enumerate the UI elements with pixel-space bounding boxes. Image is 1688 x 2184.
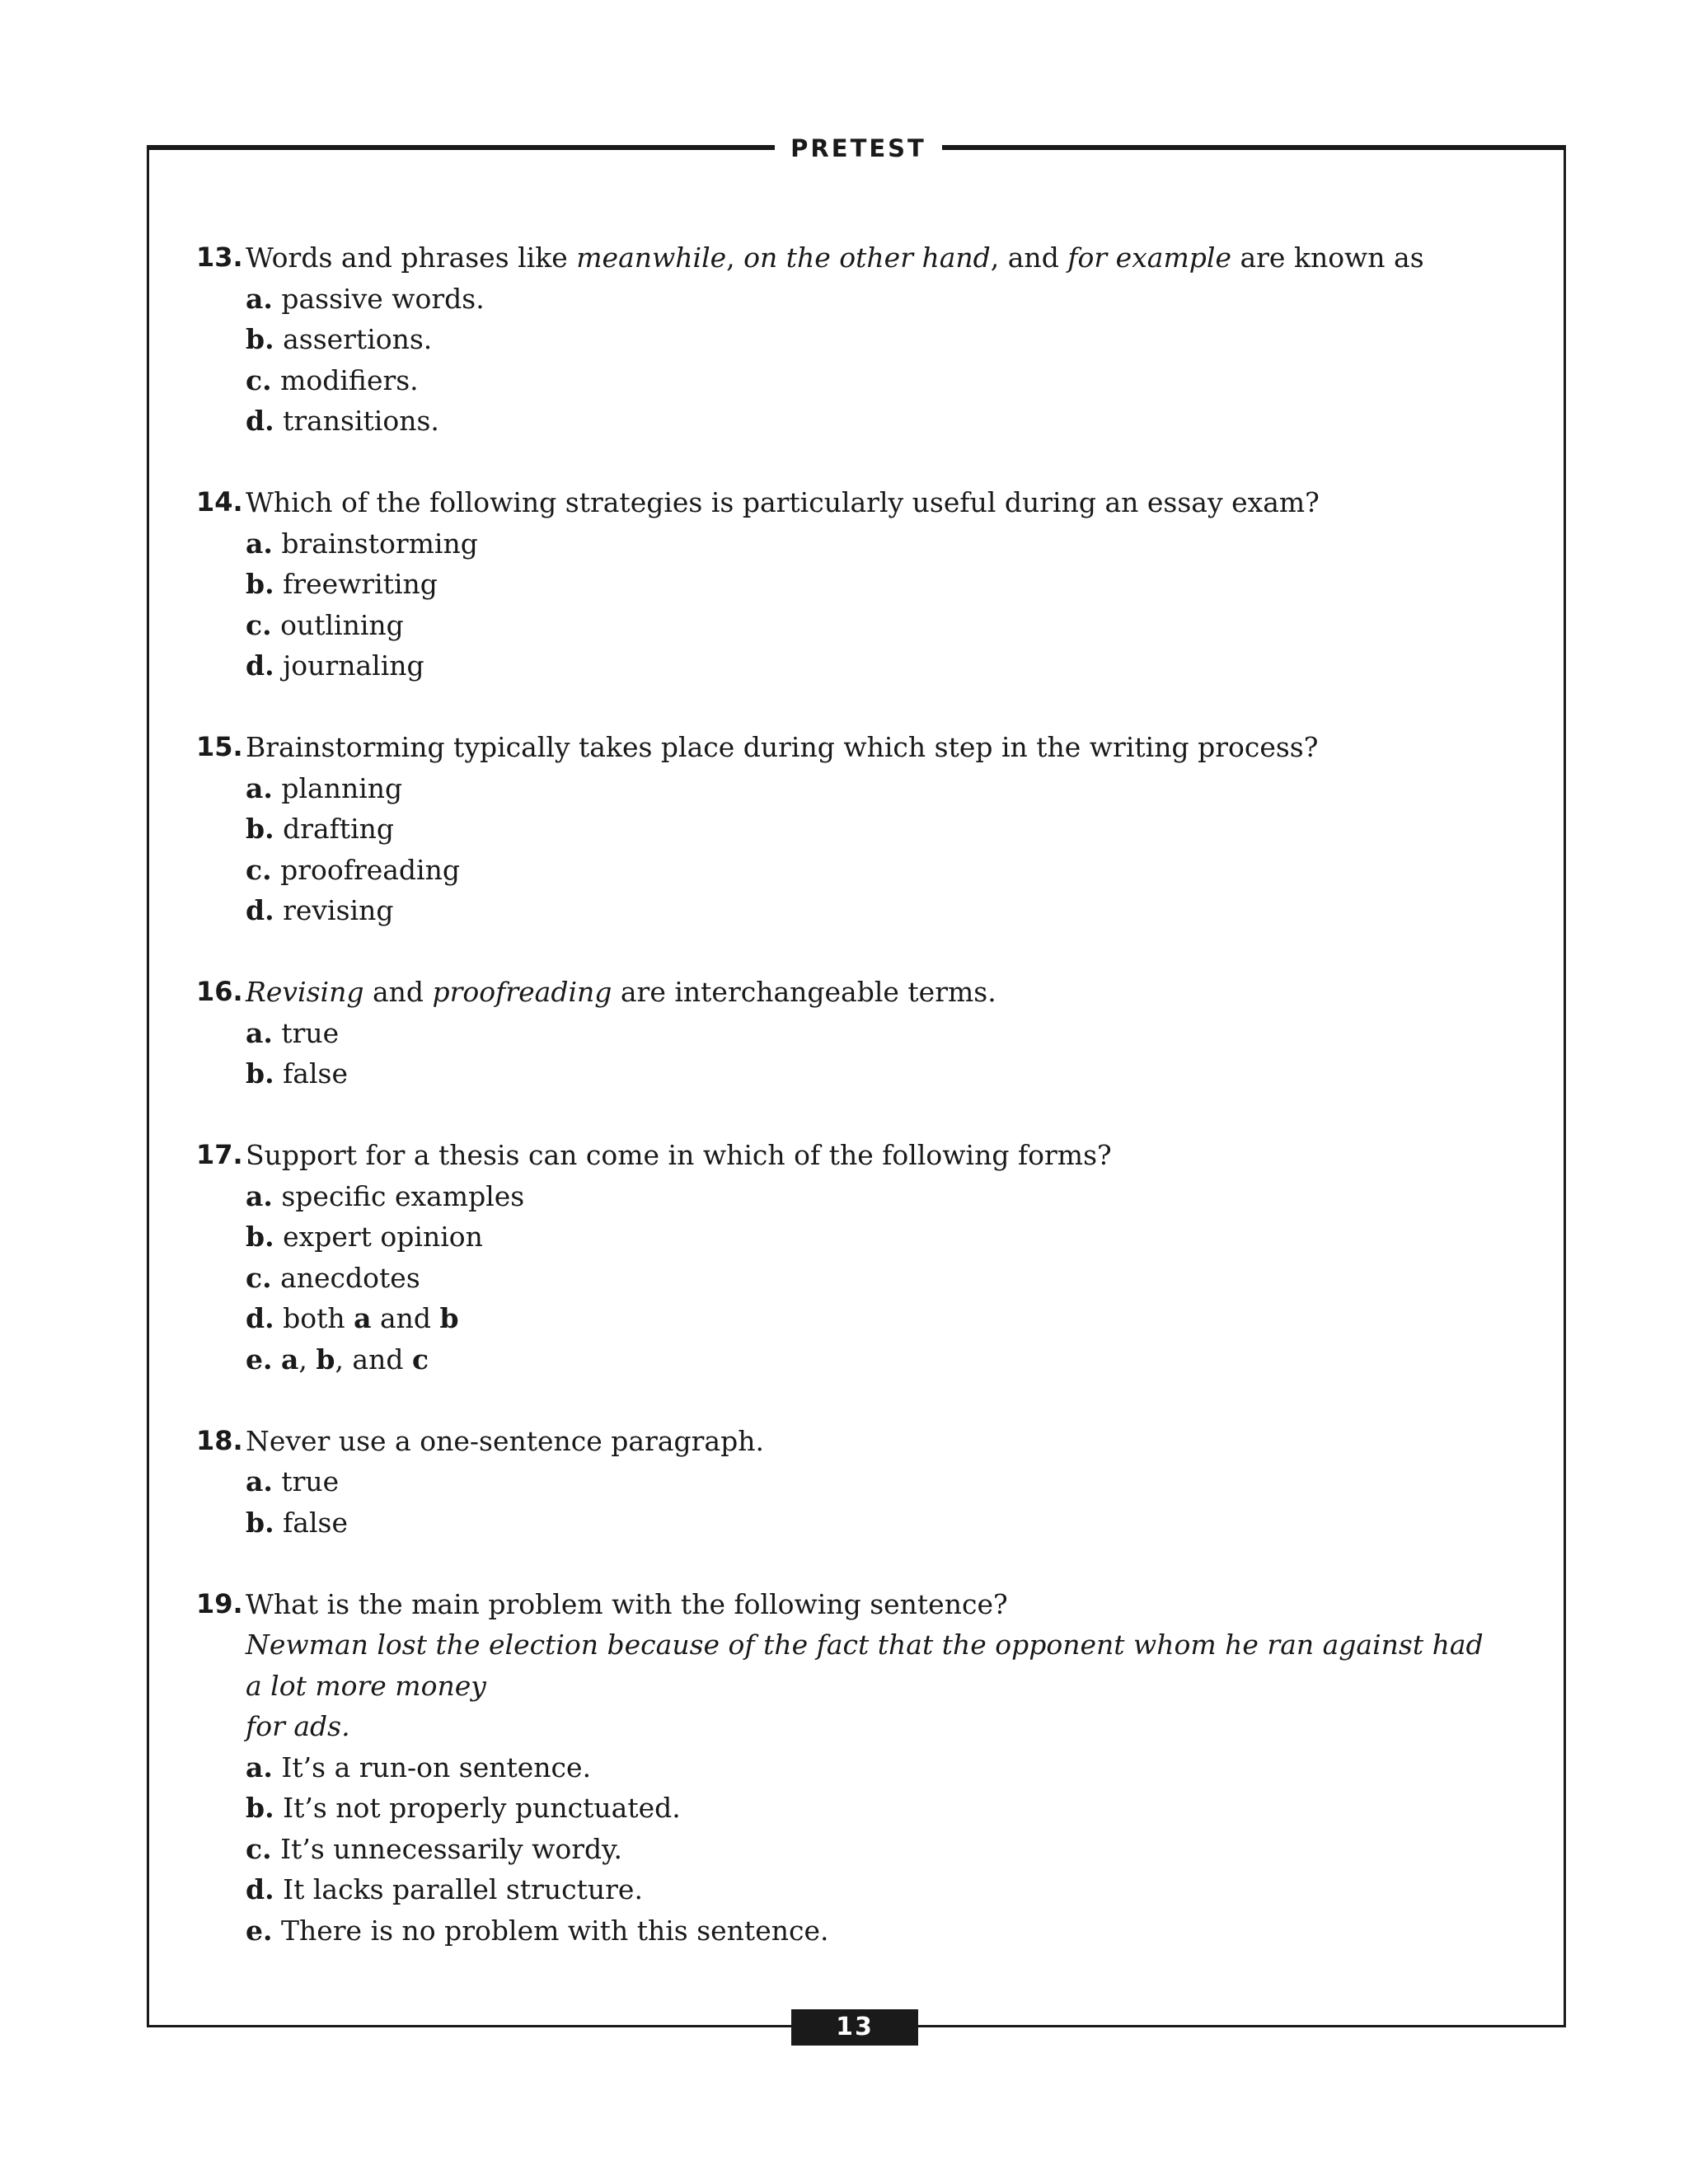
option-text: It lacks parallel structure. bbox=[283, 1873, 643, 1905]
answer-option-b[interactable] bbox=[246, 1216, 1498, 1258]
question-13 bbox=[196, 237, 1498, 442]
answer-option-a[interactable] bbox=[246, 1461, 1498, 1502]
option-text: expert opinion bbox=[283, 1221, 483, 1253]
option-letter: a. bbox=[246, 1465, 273, 1497]
question-14 bbox=[196, 482, 1498, 687]
option-bold-ref: a bbox=[354, 1302, 372, 1334]
question-stem bbox=[196, 237, 1498, 279]
answer-option-b[interactable] bbox=[246, 1788, 1498, 1829]
answer-option-c[interactable] bbox=[246, 360, 1498, 401]
running-header: PRETEST bbox=[790, 134, 926, 162]
option-text: false bbox=[283, 1057, 348, 1090]
answer-options bbox=[196, 279, 1498, 442]
option-text: false bbox=[283, 1506, 348, 1539]
question-number: 18. bbox=[196, 1424, 243, 1456]
option-letter: a. bbox=[246, 1750, 273, 1783]
option-text: brainstorming bbox=[281, 527, 478, 560]
stem-text: Brainstorming typically takes place during which step in the writing process? bbox=[246, 731, 1319, 763]
stem-text: are known as bbox=[1231, 241, 1424, 274]
answer-option-a[interactable] bbox=[246, 1747, 1498, 1788]
option-text: anecdotes bbox=[280, 1261, 420, 1294]
answer-option-c[interactable] bbox=[246, 850, 1498, 891]
option-text: There is no problem with this sentence. bbox=[280, 1914, 829, 1947]
example-sentence-line-1: Newman lost the election because of the fact that the opponent whom he ran against had a lot more money bbox=[246, 1629, 1484, 1702]
option-text: assertions. bbox=[283, 323, 433, 355]
question-19 bbox=[196, 1584, 1498, 1952]
stem-text: are interchangeable terms. bbox=[612, 976, 996, 1008]
answer-option-d[interactable] bbox=[246, 401, 1498, 442]
option-letter: a. bbox=[246, 1016, 273, 1049]
option-letter: a. bbox=[246, 1179, 273, 1212]
answer-options bbox=[196, 1747, 1498, 1952]
answer-option-a[interactable] bbox=[246, 1176, 1498, 1217]
question-15 bbox=[196, 727, 1498, 931]
option-letter: c. bbox=[246, 363, 272, 396]
question-number: 16. bbox=[196, 976, 243, 1007]
option-letter: d. bbox=[246, 405, 274, 437]
answer-option-d[interactable] bbox=[246, 1298, 1498, 1339]
question-16 bbox=[196, 972, 1498, 1094]
answer-options bbox=[196, 768, 1498, 931]
option-text: and bbox=[371, 1302, 440, 1334]
answer-option-d[interactable] bbox=[246, 645, 1498, 687]
option-letter: b. bbox=[246, 813, 274, 845]
answer-option-d[interactable] bbox=[246, 1869, 1498, 1910]
option-bold-ref: b bbox=[316, 1343, 335, 1376]
option-text: modifiers. bbox=[280, 363, 419, 396]
option-text: revising bbox=[283, 894, 394, 926]
option-text: It’s not properly punctuated. bbox=[283, 1792, 681, 1824]
option-letter: c. bbox=[246, 1832, 272, 1865]
question-stem bbox=[196, 1135, 1498, 1176]
option-letter: d. bbox=[246, 1302, 274, 1334]
option-letter: b. bbox=[246, 1057, 274, 1090]
stem-text: What is the main problem with the following sentence? bbox=[246, 1587, 1008, 1620]
question-number: 17. bbox=[196, 1139, 243, 1170]
answer-options bbox=[196, 1013, 1498, 1094]
stem-text: Support for a thesis can come in which of the following forms? bbox=[246, 1139, 1112, 1171]
stem-italic-term: for example bbox=[1067, 241, 1231, 274]
question-18 bbox=[196, 1421, 1498, 1544]
question-stem bbox=[196, 482, 1498, 523]
answer-option-e[interactable] bbox=[246, 1910, 1498, 1952]
answer-option-a[interactable] bbox=[246, 768, 1498, 809]
stem-italic-term: proofreading bbox=[432, 976, 612, 1008]
answer-option-d[interactable] bbox=[246, 890, 1498, 931]
answer-option-a[interactable] bbox=[246, 523, 1498, 565]
option-letter: d. bbox=[246, 1873, 274, 1905]
answer-options bbox=[196, 523, 1498, 687]
answer-option-a[interactable] bbox=[246, 1013, 1498, 1054]
stem-text: Never use a one-sentence paragraph. bbox=[246, 1424, 764, 1457]
option-bold-ref: a bbox=[280, 1343, 299, 1376]
question-stem bbox=[196, 1421, 1498, 1462]
stem-italic-term: on the other hand bbox=[743, 241, 991, 274]
question-stem bbox=[196, 727, 1498, 768]
option-letter: c. bbox=[246, 853, 272, 886]
option-letter: a. bbox=[246, 771, 273, 804]
stem-text: Words and phrases like bbox=[246, 241, 577, 274]
option-letter: a. bbox=[246, 527, 273, 560]
option-letter: b. bbox=[246, 1792, 274, 1824]
answer-option-b[interactable] bbox=[246, 564, 1498, 605]
answer-option-c[interactable] bbox=[246, 1258, 1498, 1299]
option-text: , bbox=[298, 1343, 316, 1376]
question-stem bbox=[196, 972, 1498, 1013]
option-letter: b. bbox=[246, 1221, 274, 1253]
question-list bbox=[196, 237, 1498, 1992]
stem-italic-term: meanwhile bbox=[576, 241, 727, 274]
option-letter: d. bbox=[246, 649, 274, 682]
question-number: 13. bbox=[196, 241, 243, 273]
option-text: planning bbox=[281, 771, 403, 804]
option-text: specific examples bbox=[281, 1179, 525, 1212]
option-text: journaling bbox=[283, 649, 424, 682]
question-stem bbox=[196, 1584, 1498, 1625]
question-number: 14. bbox=[196, 486, 243, 518]
option-text: both bbox=[283, 1302, 354, 1334]
option-bold-ref: c bbox=[411, 1343, 429, 1376]
option-letter: b. bbox=[246, 323, 274, 355]
option-text: , and bbox=[335, 1343, 412, 1376]
option-text: proofreading bbox=[280, 853, 460, 886]
answer-option-c[interactable] bbox=[246, 605, 1498, 646]
header-rule-left bbox=[147, 145, 775, 150]
answer-option-a[interactable] bbox=[246, 279, 1498, 320]
stem-text: , and bbox=[990, 241, 1068, 274]
stem-text: Which of the following strategies is particularly useful during an essay exam? bbox=[246, 486, 1320, 518]
answer-options bbox=[196, 1461, 1498, 1543]
option-text: true bbox=[281, 1016, 340, 1049]
question-number: 15. bbox=[196, 731, 243, 762]
answer-options bbox=[196, 1176, 1498, 1380]
option-bold-ref: b bbox=[439, 1302, 459, 1334]
answer-option-b[interactable] bbox=[246, 1502, 1498, 1544]
option-text: passive words. bbox=[281, 282, 485, 315]
option-text: outlining bbox=[280, 608, 404, 641]
example-sentence-line-2: for ads. bbox=[246, 1710, 350, 1742]
answer-option-c[interactable] bbox=[246, 1829, 1498, 1870]
question-number: 19. bbox=[196, 1587, 243, 1619]
answer-option-b[interactable] bbox=[246, 808, 1498, 850]
option-letter: e. bbox=[246, 1343, 273, 1376]
option-letter: d. bbox=[246, 894, 274, 926]
header-rule-right bbox=[942, 145, 1566, 150]
option-letter: e. bbox=[246, 1914, 273, 1947]
option-letter: b. bbox=[246, 1506, 274, 1539]
option-letter: a. bbox=[246, 282, 273, 315]
page-number-badge: 13 bbox=[791, 2009, 918, 2046]
stem-text: and bbox=[363, 976, 433, 1008]
option-text: transitions. bbox=[283, 405, 439, 437]
option-text: drafting bbox=[283, 813, 395, 845]
option-letter: b. bbox=[246, 568, 274, 600]
answer-option-b[interactable] bbox=[246, 1053, 1498, 1094]
answer-option-e[interactable] bbox=[246, 1339, 1498, 1380]
option-letter: c. bbox=[246, 608, 272, 641]
option-text: freewriting bbox=[283, 568, 438, 600]
option-text: It’s a run-on sentence. bbox=[281, 1750, 592, 1783]
option-letter: c. bbox=[246, 1261, 272, 1294]
answer-option-b[interactable] bbox=[246, 319, 1498, 360]
option-text: true bbox=[281, 1465, 340, 1497]
option-text: It’s unnecessarily wordy. bbox=[280, 1832, 622, 1865]
question-17 bbox=[196, 1135, 1498, 1380]
stem-text: , bbox=[726, 241, 744, 274]
stem-italic-term: Revising bbox=[246, 976, 364, 1008]
